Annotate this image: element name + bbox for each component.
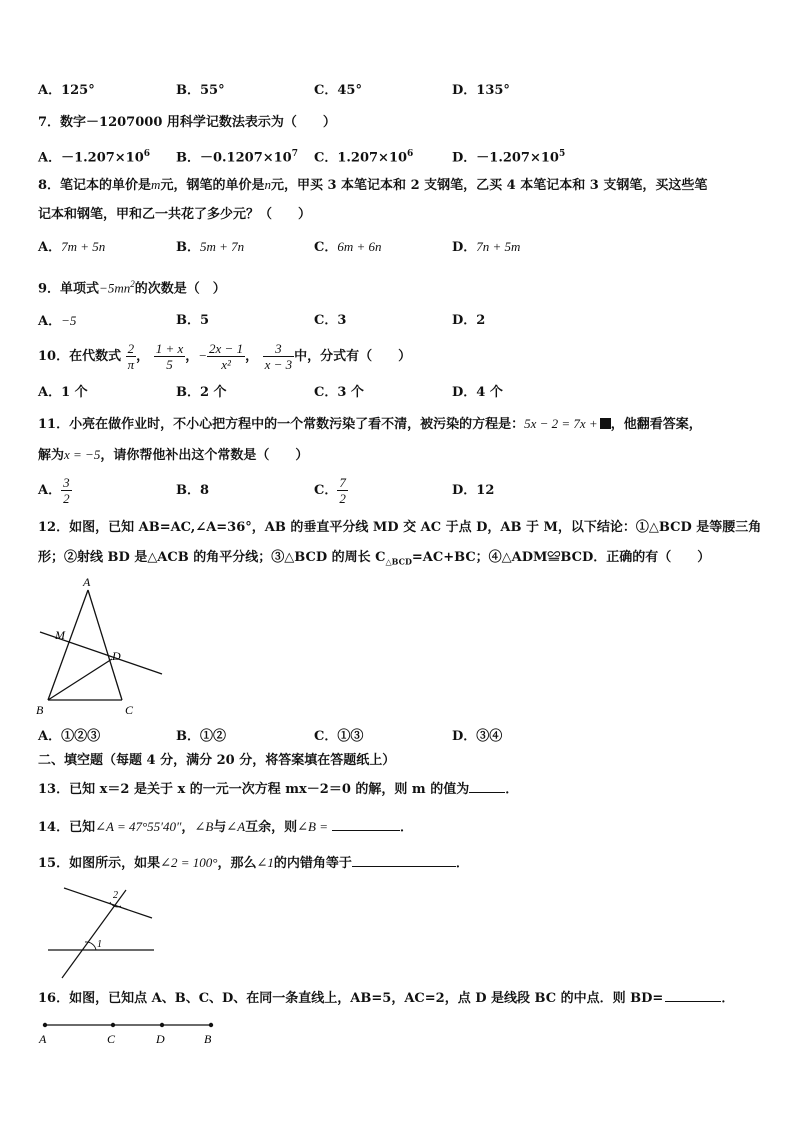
q10-option-a: A．1 个: [38, 385, 88, 400]
q11-stem-line1: 11．小亮在做作业时，不小心把方程中的一个常数污染了看不清，被污染的方程是：5x − 2 = 7x + ，他翻看答案，: [38, 416, 702, 432]
q10-fraction-2: $\frac{1 + x}{5}$: [155, 341, 184, 372]
q10-option-c: C．3 个: [314, 385, 364, 400]
point-b-label: B: [204, 1032, 212, 1046]
q7-option-c: C．$1.207\times 10^6$: [314, 149, 414, 166]
q12-stem-line1: 12．如图，已知 AB=AC,∠A=36°，AB 的垂直平分线 MD 交 AC 于点 D，AB 于 M，以下结论：①△BCD 是等腰三角: [38, 520, 762, 535]
section-2-heading: 二、填空题（每题 4 分，满分 20 分，将答案填在答题纸上）: [38, 753, 396, 768]
q7-stem: 7．数字－1207000 用科学记数法表示为（ ）: [38, 115, 336, 130]
q8-stem-line1: 8．笔记本的单价是m元，钢笔的单价是n元，甲买 3 本笔记本和 2 支钢笔，乙买 4 本笔记本和 3 支钢笔，买这些笔: [38, 177, 708, 193]
q8-option-c: C．6m + 6n: [314, 239, 382, 255]
q11-stem-line2: 解为x = −5，请你帮他补出这个常数是（ ）: [38, 447, 309, 463]
q13-answer-blank: [469, 779, 505, 793]
q12-triangle-figure: [30, 572, 170, 720]
q8-option-d: D．7n + 5m: [452, 239, 521, 255]
q12-option-a: A．①②③: [38, 729, 101, 744]
q11-option-a: A． $\frac{3}{2}$: [38, 475, 70, 506]
q6-option-a: A．125°: [38, 83, 95, 98]
q12-stem-line2: 形；②射线 BD 是△ACB 的角平分线；③△BCD 的周长 $C_{\triangle BCD}=AC+BC$；④△ADM≌BCD．正确的有（ ）: [38, 550, 711, 567]
q15-angle-figure: [40, 880, 165, 985]
q10-fraction-3: $\frac{2x - 1}{\text{x²}}$: [209, 341, 244, 372]
label-a: A: [83, 575, 91, 589]
q7-option-b: B．$-0.1207\times 10^7$: [176, 149, 298, 166]
point-a-label: A: [39, 1032, 47, 1046]
q9-option-b: B．5: [176, 313, 210, 328]
q6-option-b: B．55°: [176, 83, 225, 98]
label-m: M: [55, 628, 65, 642]
q10-stem: 10．在代数式 $\frac{2}{\pi}$ ， $\frac{1 + x}{5}$ ，− $\frac{2x - 1}{\text{x²}}$ ， $\frac{3}{x - 3}$ 中，分式有（ ）: [38, 341, 412, 372]
q10-option-b: B．2 个: [176, 385, 227, 400]
q13-stem: 13．已知 x＝2 是关于 x 的一元一次方程 mx－2＝0 的解，则 m 的值为 ．: [38, 779, 518, 799]
point-c-label: C: [107, 1032, 116, 1046]
q9-option-c: C．3: [314, 313, 347, 328]
label-b: B: [36, 703, 44, 717]
q12-option-c: C．①③: [314, 729, 364, 744]
q12-option-b: B．①②: [176, 729, 226, 744]
blot-icon: [600, 418, 611, 429]
q11-option-b: B．8: [176, 483, 210, 498]
angle-1-label: 1: [97, 939, 102, 950]
q16-line-segment-figure: [36, 1016, 226, 1050]
q16-stem: 16．如图，已知点 A、B、C、D、在同一条直线上，AB=5，AC=2，点 D 是线段 BC 的中点．则 BD= ．: [38, 988, 734, 1008]
label-c: C: [125, 703, 134, 717]
q8-option-a: A．7m + 5n: [38, 239, 106, 255]
q14-answer-blank: [332, 817, 400, 831]
q8-option-b: B．5m + 7n: [176, 239, 245, 255]
q9-option-d: D．2: [452, 313, 486, 328]
q11-option-d: D．12: [452, 483, 495, 498]
q10-fraction-1: $\frac{2}{\pi}$: [127, 341, 135, 372]
q8-stem-line2: 记本和钢笔，甲和乙一共花了多少元？（ ）: [38, 207, 312, 222]
q6-option-d: D．135°: [452, 83, 510, 98]
angle-2-label: 2: [113, 890, 118, 901]
q15-stem: 15．如图所示，如果∠2 = 100°，那么∠1的内错角等于 ．: [38, 855, 469, 871]
q14-stem: 14．已知∠A = 47°55′40″，∠B与∠A互余，则∠B = ．: [38, 819, 414, 835]
q15-answer-blank: [352, 853, 456, 867]
q9-stem: 9．单项式$-5mn^2$的次数是（ ）: [38, 279, 226, 297]
q7-option-a: A．$-1.207\times 10^6$: [38, 149, 151, 166]
q10-fraction-4: $\frac{3}{x - 3}$: [264, 341, 293, 372]
q11-option-c: C． $\frac{7}{2}$: [314, 475, 346, 506]
q12-option-d: D．③④: [452, 729, 503, 744]
q6-option-c: C．45°: [314, 83, 362, 98]
q9-option-a: A．−5: [38, 313, 77, 329]
label-d: D: [112, 649, 121, 663]
q16-answer-blank: [665, 988, 721, 1002]
q7-option-d: D．$-1.207\times 10^5$: [452, 149, 566, 166]
point-d-label: D: [156, 1032, 165, 1046]
q10-option-d: D．4 个: [452, 385, 503, 400]
